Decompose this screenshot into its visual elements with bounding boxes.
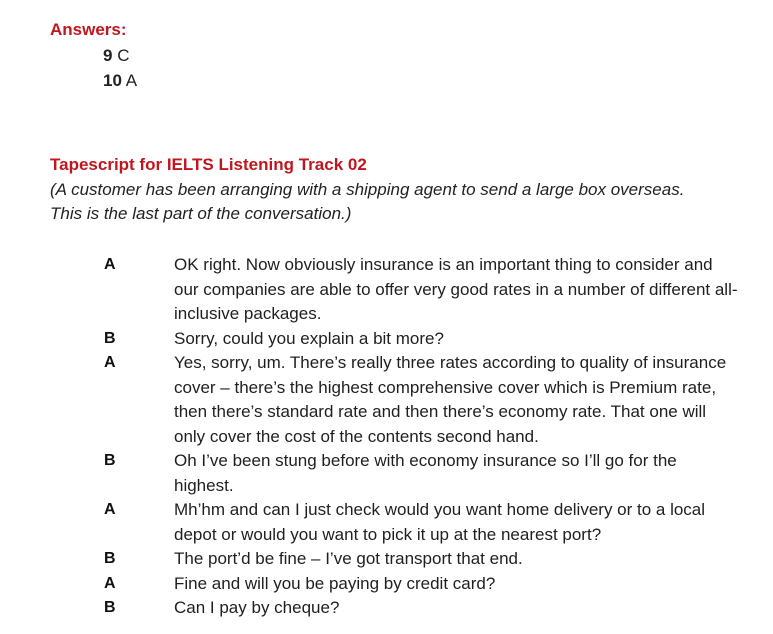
- speaker-label: B: [104, 452, 116, 469]
- speech-text: Fine and will you be paying by credit card?: [174, 573, 496, 593]
- answer-letter: A: [125, 71, 138, 90]
- answer-item: [103, 46, 129, 66]
- speaker-label: A: [104, 354, 116, 371]
- speaker-label: B: [104, 329, 116, 347]
- speaker-label: B: [104, 550, 116, 567]
- speech-text: Mh’hm and can I just check would you want home delivery or to a local depot or would you want to pick it up at the nearest port?: [174, 500, 706, 544]
- speech-text: OK right. Now obviously insurance is an important thing to consider and our companies are able to offer very good rates in a number of different all-inclusive packages.: [174, 255, 738, 323]
- answers-heading: Answers:: [50, 20, 127, 39]
- answer-item: [103, 71, 137, 91]
- answer-number: 10: [103, 71, 122, 90]
- speaker-label: B: [104, 599, 116, 616]
- answer-letter: C: [117, 46, 130, 65]
- speech-text: Yes, sorry, um. There’s really three rates according to quality of insurance cover – there’s the highest comprehensive cover which is Premium rate, then there’s standard rate and then there’s economy rate. That one will only cover the cost of the contents second hand.: [174, 353, 727, 446]
- speech-text: Sorry, could you explain a bit more?: [174, 328, 444, 348]
- speaker-label: A: [104, 256, 116, 273]
- speech-text: Can I pay by cheque?: [174, 598, 340, 617]
- speech-text: Oh I’ve been stung before with economy insurance so I’ll go for the highest.: [174, 451, 677, 495]
- speaker-label: A: [104, 574, 116, 592]
- tapescript-intro: (A customer has been arranging with a shipping agent to send a large box overseas. This is the last part of the conversation.): [50, 180, 685, 223]
- answer-number: 9: [103, 46, 113, 65]
- tapescript-title: Tapescript for IELTS Listening Track 02: [50, 155, 367, 174]
- speech-text: The port’d be fine – I’ve got transport that end.: [174, 549, 523, 568]
- speaker-label: A: [104, 501, 116, 518]
